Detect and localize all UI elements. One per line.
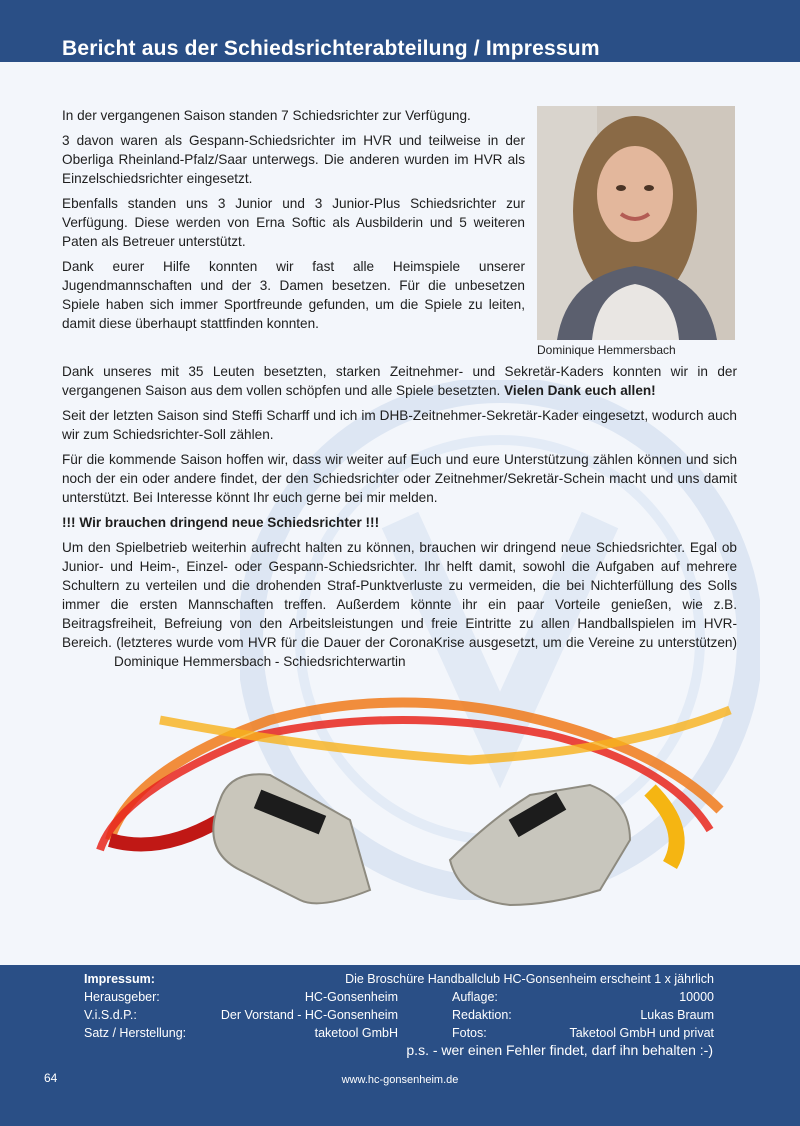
thanks-emphasis: Vielen Dank euch allen! <box>504 383 656 398</box>
impressum-text: Die Broschüre Handballclub HC-Gonsenheim erscheint 1 x jährlich <box>345 972 714 986</box>
portrait-image <box>537 106 735 340</box>
paragraph: Seit der letzten Saison sind Steffi Scharff und ich im DHB-Zeitnehmer-Sekretär-Kader eingesetzt, wodurch auch wir zum Schiedsrichter-Soll zählen. <box>62 408 737 442</box>
paragraph <box>62 538 737 671</box>
paragraph <box>62 362 737 400</box>
whistles-illustration <box>70 690 740 930</box>
callout-text: !!! Wir brauchen dringend neue Schiedsrichter !!! <box>62 515 380 530</box>
impressum-row-value: Der Vorstand - HC-Gonsenheim <box>220 1008 398 1022</box>
impressum-footer <box>0 965 800 1126</box>
portrait-photo <box>537 106 735 340</box>
impressum-row-value2: Taketool GmbH und privat <box>569 1026 714 1040</box>
paragraph: 3 davon waren als Gespann-Schiedsrichter im HVR und teilweise in der Oberliga Rheinland-Pfalz/Saar unterwegs. Die anderen wurden im HVR als Einzelschiedsrichter eingesetzt. <box>62 133 525 186</box>
impressum-row-label2: Auflage: <box>452 990 498 1004</box>
signature: Dominique Hemmersbach - Schiedsrichterwartin <box>114 654 406 669</box>
article-body <box>62 362 737 677</box>
paragraph: In der vergangenen Saison standen 7 Schiedsrichter zur Verfügung. <box>62 108 471 123</box>
page-number: 64 <box>44 1071 58 1085</box>
page-title: Bericht aus der Schiedsrichterabteilung / Impressum <box>62 37 600 60</box>
header-bar <box>0 0 800 62</box>
photo-caption: Dominique Hemmersbach <box>537 343 676 357</box>
impressum-row-label2: Fotos: <box>452 1026 487 1040</box>
paragraph-text: Dank unseres mit 35 Leuten besetzten, starken Zeitnehmer- und Sekretär-Kaders konnten wir in der vergangenen Saison aus dem vollen schöpfen und alle Spiele besetzten. <box>62 364 737 398</box>
paragraph: Ebenfalls standen uns 3 Junior und 3 Junior-Plus Schiedsrichter zur Verfügung. Diese werden von Erna Softic als Ausbilderin und 5 weiteren Paten als Betreuer unterstützt. <box>62 196 525 249</box>
paragraph-text: Um den Spielbetrieb weiterhin aufrecht halten zu können, brauchen wir dringend neue Schiedsrichter. Egal ob Junior- und Heim-, Einzel- oder Gespann-Schiedsrichter. Ihr helft damit, sowohl die Aufgaben auf mehrere Schultern zu verteilen und die drohenden Straf-Punktverluste zu vermeiden, die bei Nichterfüllung des Solls immer die ersten Mannschaften treffen. Außerdem könnte ihr ein paar Vorteile genießen, wie z.B. Beitragsfreiheit, Befreiung von den Arbeitsleistungen und freie Eintritte zu allen Handballspielen im HVR-Bereich. (letzteres wurde vom HVR für die Dauer der CoronaKrise ausgesetzt, um die Vereine zu unterstützen) <box>62 540 737 650</box>
website-link[interactable]: www.hc-gonsenheim.de <box>341 1074 459 1086</box>
impressum-row-value: HC-Gonsenheim <box>304 990 398 1004</box>
whistle-icon <box>213 774 370 903</box>
impressum-row-label2: Redaktion: <box>452 1008 512 1022</box>
impressum-row-label: V.i.S.d.P.: <box>84 1008 137 1022</box>
paragraph: Dank eurer Hilfe konnten wir fast alle Heimspiele unserer Jugendmannschaften und der 3. Damen besetzen. Für die unbesetzen Spiele haben sich immer Sportfreunde gefunden, um die Spiele zu leiten, damit diese überhaupt stattfinden konnten. <box>62 259 525 331</box>
impressum-row-value2: 10000 <box>679 990 714 1004</box>
impressum-row-label: Satz / Herstellung: <box>84 1026 187 1040</box>
paragraph: Für die kommende Saison hoffen wir, dass wir weiter auf Euch und eure Unterstützung zählen können und sich noch der ein oder andere findet, der den Schiedsrichter oder Zeitnehmer/Sekretär-Schein macht und uns damit unterstützt. Bei Interesse könnt Ihr euch gerne bei mir melden. <box>62 452 737 505</box>
impressum-label: Impressum: <box>84 972 155 986</box>
ps-note: p.s. - wer einen Fehler findet, darf ihn behalten :-) <box>406 1042 713 1058</box>
impressum-row-label: Herausgeber: <box>84 990 160 1004</box>
whistle-icon <box>450 785 630 905</box>
article-intro <box>62 106 525 339</box>
impressum-row-value2: Lukas Braum <box>640 1008 714 1022</box>
callout-heading <box>62 513 737 532</box>
impressum-row-value: taketool GmbH <box>314 1026 398 1040</box>
